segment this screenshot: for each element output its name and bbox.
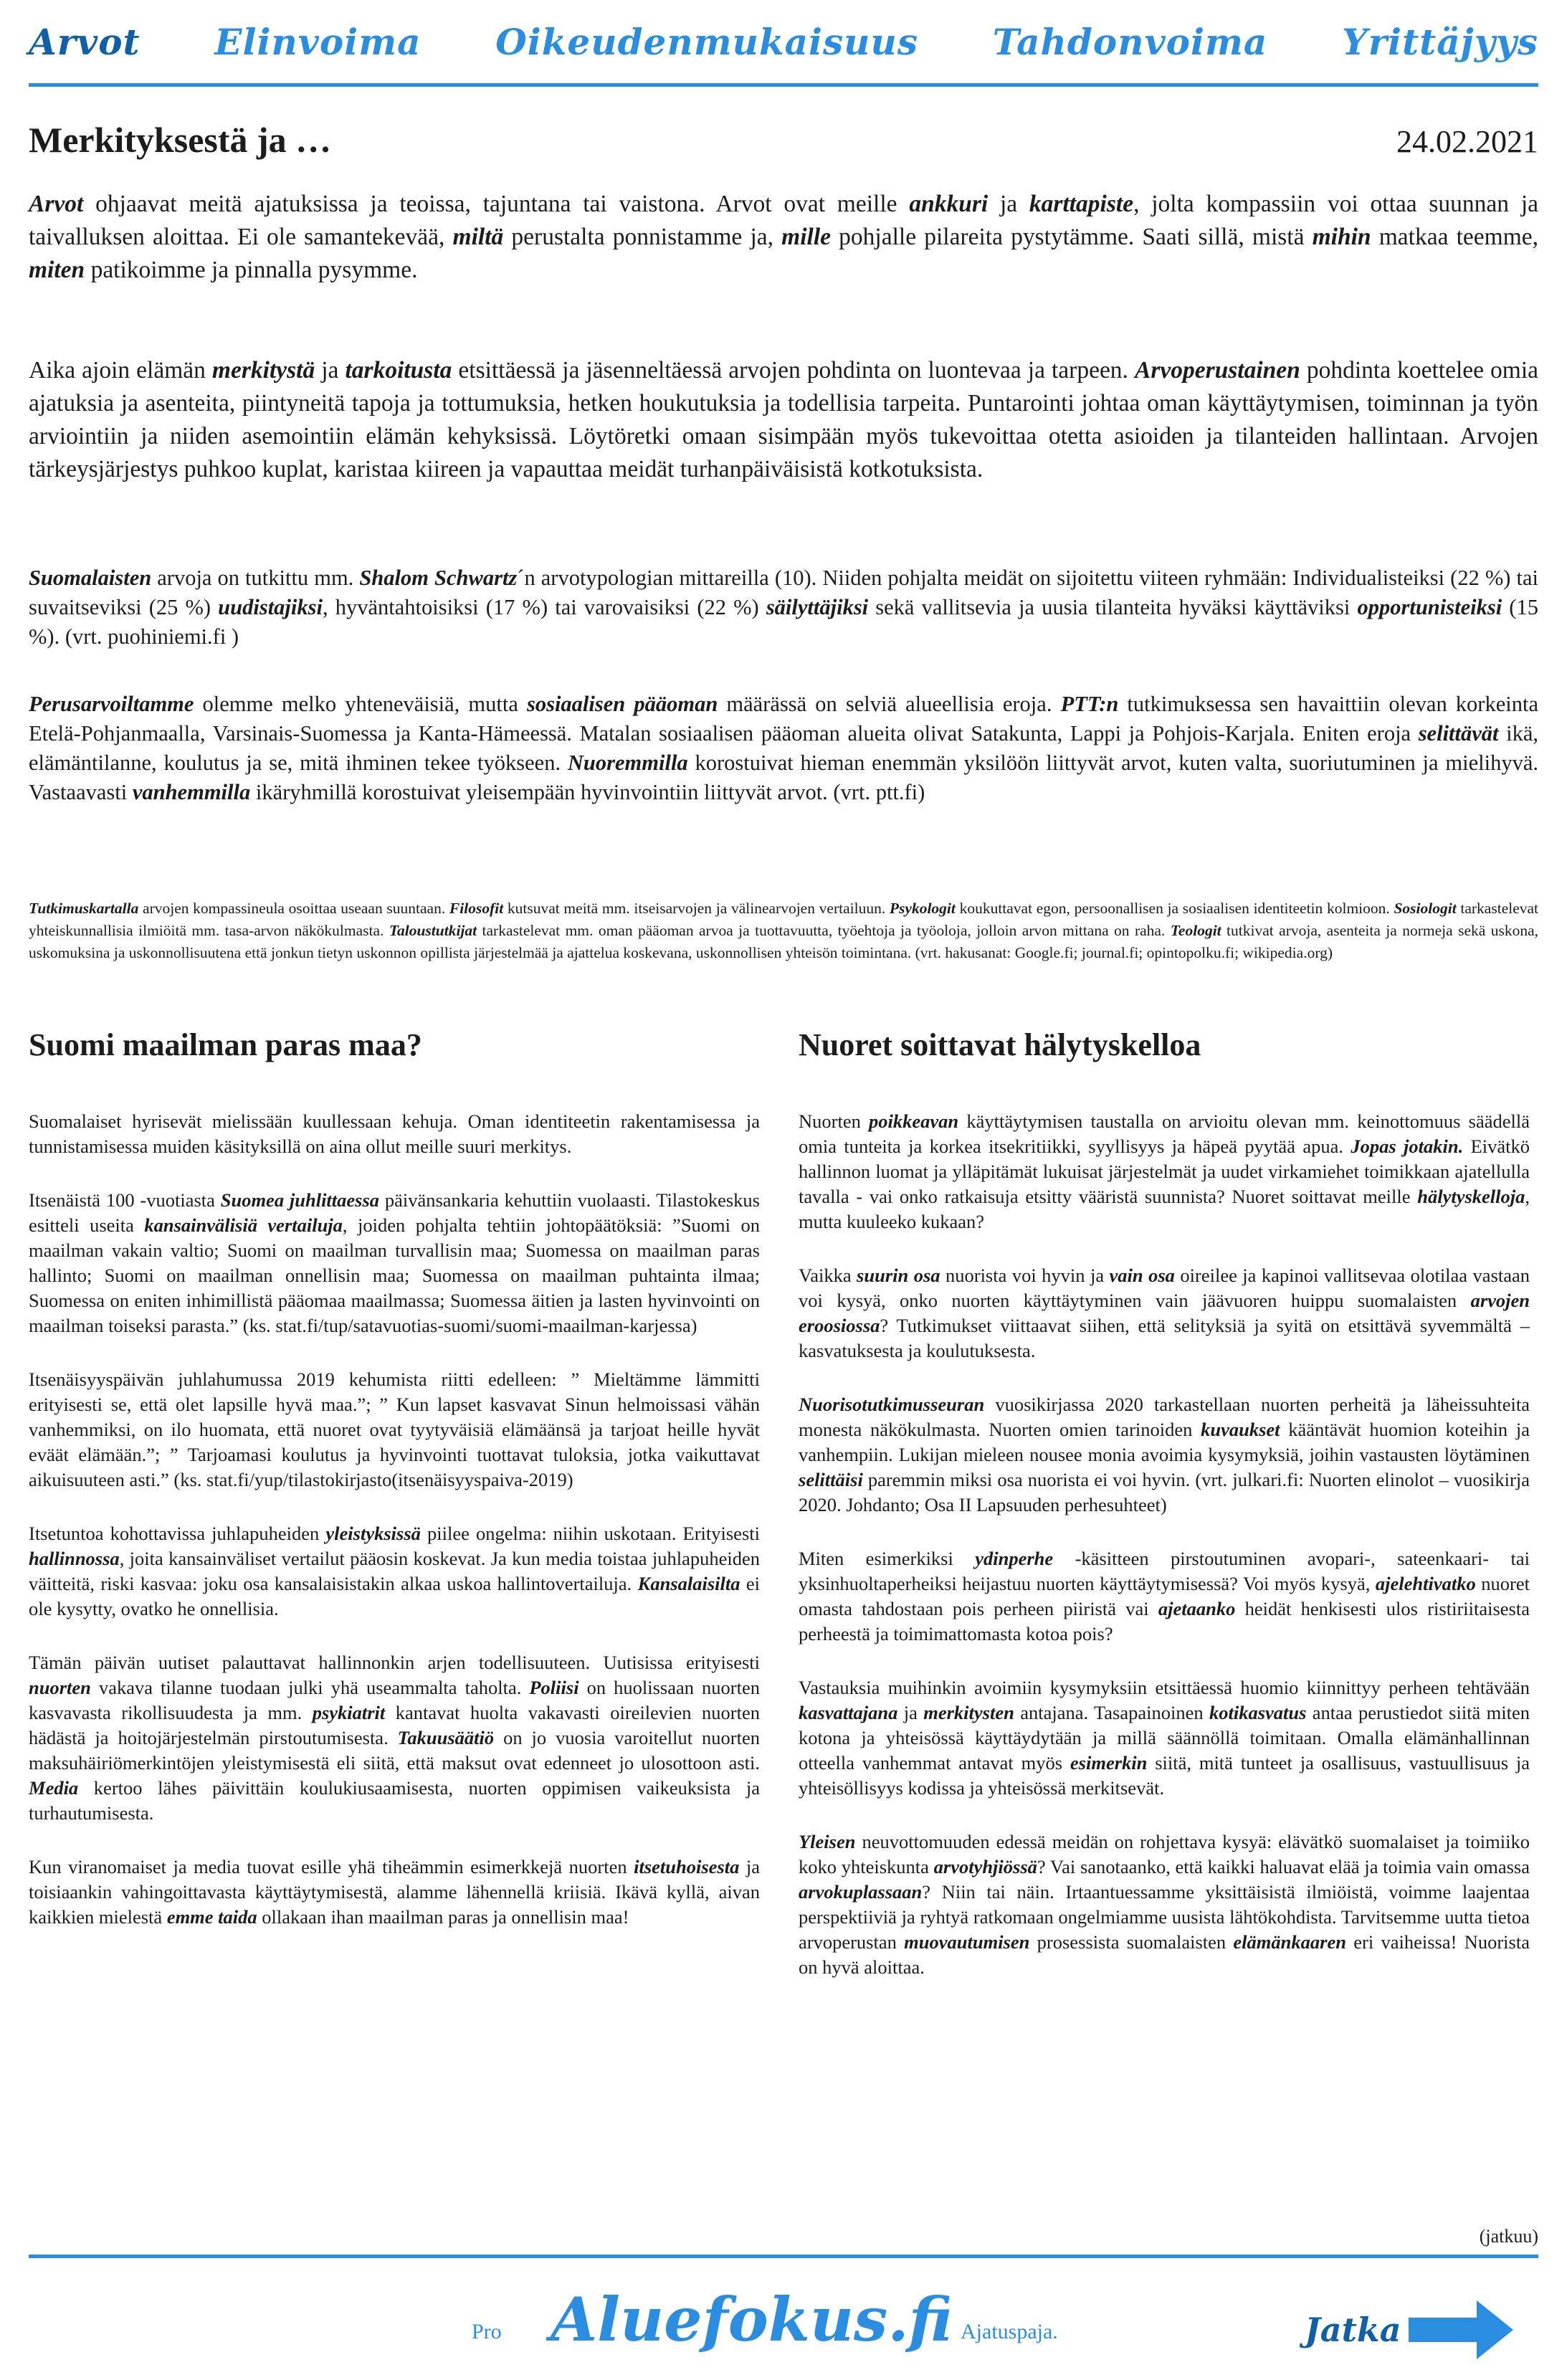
publish-date: 24.02.2021 (1396, 124, 1538, 159)
left-paragraph: Suomalaiset hyrisevät mielissään kuullessaan kehuja. Oman identiteetin rakentamisessa ja tunnistamisessa muiden käsityksillä on aina ollut meille suuri merkitys. (29, 1110, 760, 1157)
continued-note: (jatkuu) (1479, 2226, 1538, 2247)
right-paragraph: Miten esimerkiksi ydinperhe -käsitteen pirstoutuminen avopari-, sateenkaari- tai yksinhuoltaperheiksi heijastuu nuorten käyttäytymisessä? Voi myös kysyä, ajelehtivatko nuoret omasta tahdostaan pois perheen piiristä vai ajetaanko heidät henkisesti ulos ristiriitaisesta perheestä ja toimimattomasta kotoa pois? (799, 1548, 1530, 1644)
page-title: Merkityksestä ja … (29, 120, 332, 160)
nav-item-elinvoima[interactable]: Elinvoima (214, 20, 421, 63)
site-logo[interactable]: Aluefokus.fi (551, 2284, 953, 2355)
next-page-button[interactable] (1305, 2294, 1534, 2366)
top-divider (29, 83, 1538, 87)
right-heading: Nuoret soittavat hälytyskelloa (799, 1027, 1201, 1062)
nav-item-oikeudenmukaisuus[interactable]: Oikeudenmukaisuus (495, 20, 919, 63)
left-paragraph: Itsenäisyyspäivän juhlahumussa 2019 kehumista riitti edelleen: ” Mieltämme lämmitti erityisesti se, että olet lapsille hyvä maa.”; ” Kun lapset kasvavat Sinun helmoissasi vähän vanhemmiksi, on ilo huomata, että nuoret ovat tyytyväisiä elämäänsä ja tarjoat heille hyvät eväät elämään.”; ” Tarjoamasi koulutus ja hyvinvointi tuottavat tuloksia, jotka vaikuttavat aikuisuuteen asti.” (ks. stat.fi/yup/tilastokirjasto(itsenäisyyspaiva-2019) (29, 1368, 760, 1490)
right-paragraph: Vastauksia muihinkin avoimiin kysymyksiin etsittäessä huomio kiinnittyy perheen tehtävään kasvattajana ja merkitysten antajana. Tasapainoinen kotikasvatus antaa perustiedot siitä miten kotona ja yhteisössä käyttäydytään ja millä säännöllä toimitaan. Omalla elämänhallinnan otteella vanhemmat antavat myös esimerkin siitä, mitä tunteet ja osallisuus, vastuullisuus ja yhteisöllisyys kodissa ja yhteisössä merkitsevät. (799, 1677, 1530, 1799)
right-paragraph: Vaikka suurin osa nuorista voi hyvin ja vain osa oireilee ja kapinoi vallitsevaa olotilaa vastaan voi kysyä, onko nuorten käyttäytyminen vain jäävuoren huippu suomalaisten arvojen eroosiossa? Tutkimukset viittaavat siihen, että selityksiä ja syitä on etsittävä syvemmältä – kasvatuksesta ja koulutuksesta. (799, 1265, 1530, 1361)
nav-item-yrittajyys[interactable]: Yrittäjyys (1342, 20, 1538, 63)
footer (0, 2265, 1567, 2380)
footer-tagline: Ajatuspaja. (961, 2320, 1058, 2343)
right-column (799, 1027, 1530, 2009)
arrow-right-icon (1409, 2298, 1516, 2362)
intro-paragraph: Aika ajoin elämän merkitystä ja tarkoitusta etsittäessä ja jäsenneltäessä arvojen pohdinta on luontevaa ja tarpeen. Arvoperustainen pohdinta koettelee omia ajatuksia ja asenteita, piintyneitä tapoja ja tottumuksia, hetken houkutuksia ja todellisia tarpeita. Puntarointi johtaa oman käyttäytymisen, toiminnan ja työn arviointiin ja niiden asemointiin elämän kehyksissä. Löytöretki omaan sisimpään myös tukevoittaa otetta asioiden ja tilanteiden hallintaan. Arvojen tärkeysjärjestys puhkoo kuplat, karistaa kiireen ja vapauttaa meidät turhanpäiväisistä kotkotuksista. (29, 357, 1539, 482)
intro-paragraph: Perusarvoiltamme olemme melko yhteneväisiä, mutta sosiaalisen pääoman määrässä on selviä alueellisia eroja. PTT:n tutkimuksessa sen havaittiin olevan korkeinta Etelä-Pohjanmaalla, Varsinais-Suomessa ja Kanta-Hämeessä. Matalan sosiaalisen pääoman alueita olivat Satakunta, Lappi ja Pohjois-Karjala. Eniten eroja selittävät ikä, elämäntilanne, koulutus ja se, mitä ihminen tekee työkseen. Nuoremmilla korostuivat hieman enemmän yksilöön liittyvät arvot, kuten valta, suoriutuminen ja mielihyvä. Vastaavasti vanhemmilla ikäryhmillä korostuivat yleisempään hyvinvointiin liittyvät arvot. (vrt. ptt.fi) (29, 692, 1539, 804)
left-paragraph: Itsenäistä 100 -vuotiasta Suomea juhlittaessa päivänsankaria kehuttiin vuolaasti. Tilastokeskus esitteli useita kansainvälisiä vertailuja, joiden pohjalta tehtiin johtopäätöksiä: ”Suomi on maailman vakain valtio; Suomi on maailman turvallisin maa; Suomessa on maailman paras hallinto; Suomi on maailman onnellisin maa; Suomessa on maailman puhtainta ilmaa; Suomessa on eniten inhimillistä pääomaa maailmassa; Suomessa äitien ja lasten hyvinvointi on maailman toiseksi parasta.” (ks. stat.fi/tup/satavuotias-suomi/suomi-maailman-karjessa) (29, 1189, 760, 1336)
left-paragraph: Itsetuntoa kohottavissa juhlapuheiden yleistyksissä piilee ongelma: niihin uskotaan. Erityisesti hallinnossa, joita kansainväliset vertailut pääosin koskevat. Ja kun media toistaa juhlapuheiden väitteitä, riski kasvaa: joku osa kansalaisistakin alkaa uskoa hallintovertailuja. Kansalaisilta ei ole kysytty, ovatko he onnellisia. (29, 1523, 761, 1619)
intro-paragraph: Arvot ohjaavat meitä ajatuksissa ja teoissa, tajuntana tai vaistona. Arvot ovat meille ankkuri ja karttapiste, jolta kompassiin voi ottaa suunnan ja taivalluksen aloittaa. Ei ole samantekevää, miltä perustalta ponnistamme ja, mille pohjalle pilareita pystytämme. Saati sillä, mistä mihin matkaa teemme, miten patikoimme ja pinnalla pysymme. (29, 191, 1538, 283)
top-nav (29, 13, 1538, 70)
left-paragraph: Tämän päivän uutiset palauttavat hallinnonkin arjen todellisuuteen. Uutisissa erityisesti nuorten vakava tilanne tuodaan julki yhä useammalta taholta. Poliisi on huolissaan nuorten kasvavasta rikollisuudesta ja mm. psykiatrit kantavat huolta vakavasti oireilevien nuorten hädästä ja hoitojärjestelmän pirstoutumisesta. Takuusäätiö on jo vuosia varoitellut nuorten maksuhäiriömerkintöjen yleistymisestä eli siitä, että maksut ovat edenneet jo ulosottoon asti. Media kertoo lähes päivittäin koulukiusaamisesta, nuorten oppimisen vaikeuksista ja turhautumisesta. (29, 1652, 761, 1824)
right-paragraph: Yleisen neuvottomuuden edessä meidän on rohjettava kysyä: elävätkö suomalaiset ja toimiiko koko yhteiskunta arvotyhjiössä? Vai sanotaanko, että kaikki haluavat elää ja toimia vain omassa arvokuplassaan? Niin tai näin. Irtaantuessamme yksittäisistä ilmiöistä, voimme laajentaa perspektiiviä ja ryhtyä ratkomaan ongelmiamme uusista lähtökohdista. Tarvitsemme uutta tietoa arvoperustan muovautumisen prosessista suomalaisten elämänkaaren eri vaiheissa! Nuorista on hyvä aloittaa. (799, 1831, 1530, 1978)
right-paragraph: Nuorten poikkeavan käyttäytymisen taustalla on arvioitu olevan mm. keinottomuus säädellä omia tunteita ja korkea itsekritiikki, syyllisyys ja häpeä pyytää apua. Jopas jotakin. Eivätkö hallinnon luomat ja ylläpitämät lukuisat järjestelmät ja uudet virkamiehet toimikkaan ajatellulla tavalla - vai onko ratkaisuja etsitty vääristä suunnista? Nuoret soittavat meille hälytyskelloja, mutta kuuleeko kukaan? (799, 1110, 1530, 1232)
left-heading: Suomi maailman paras maa? (29, 1027, 422, 1062)
nav-item-arvot[interactable]: Arvot (29, 20, 140, 63)
bottom-divider (29, 2255, 1538, 2258)
next-page-label: Jatka (1305, 2310, 1401, 2349)
nav-item-tahdonvoima[interactable]: Tahdonvoima (992, 20, 1268, 63)
footer-pro: Pro (472, 2320, 502, 2343)
research-note: Tutkimuskartalla arvojen kompassineula osoittaa useaan suuntaan. Filosofit kutsuvat meitä mm. itseisarvojen ja välinearvojen vertailuun. Psykologit koukuttavat egon, persoonallisen ja sosiaalisen identiteetin kolmioon. Sosiologit tarkastelevat yhteiskunnallisia ilmiöitä mm. tasa-arvon näkökulmasta. Taloustutkijat tarkastelevat mm. oman pääoman arvoa ja tuottavuutta, työehtoja ja työoloja, jolloin arvon mittana on raha. Teologit tutkivat arvoja, asenteita ja normeja sekä uskona, uskomuksina ja uskonnollisuutena että jonkun tietyn uskonnon opillista järjestelmää ja ajattelua koskevana, uskonnollisen yhteisön toimintana. (vrt. hakusanat: Google.fi; journal.fi; opintopolku.fi; wikipedia.org) (29, 900, 1539, 961)
left-column (29, 1027, 760, 1958)
right-paragraph: Nuorisotutkimusseuran vuosikirjassa 2020 tarkastellaan nuorten perheitä ja läheissuhteita monesta näkökulmasta. Nuorten omien tarinoiden kuvaukset kääntävät huomion koteihin ja vanhempiin. Lukijan mieleen nousee monia avoimia kysymyksiä, joihin vastausten löytäminen selittäisi paremmin miksi osa nuorista ei voi hyvin. (vrt. julkari.fi: Nuorten elinolot – vuosikirja 2020. Johdanto; Osa II Lapsuuden perhesuhteet) (799, 1394, 1530, 1515)
intro-paragraph: Suomalaisten arvoja on tutkittu mm. Shalom Schwartz´n arvotypologian mittareilla (10). Niiden pohjalta meidät on sijoitettu viiteen ryhmään: Individualisteiksi (22 %) tai suvaitseviksi (25 %) uudistajiksi, hyväntahtoisiksi (17 %) tai varovaisiksi (22 %) säilyttäjiksi sekä vallitsevia ja uusia tilanteita hyväksi käyttäviksi opportunisteiksi (15 %). (vrt. puohiniemi.fi ) (29, 566, 1538, 649)
left-paragraph: Kun viranomaiset ja media tuovat esille yhä tiheämmin esimerkkejä nuorten itsetuhoisesta ja toisiaankin vahingoittavasta käyttäytymisestä, alamme lähennellä kriisiä. Ikävä kyllä, aivan kaikkien mielestä emme taida ollakaan ihan maailman paras ja onnellisin maa! (29, 1856, 760, 1928)
